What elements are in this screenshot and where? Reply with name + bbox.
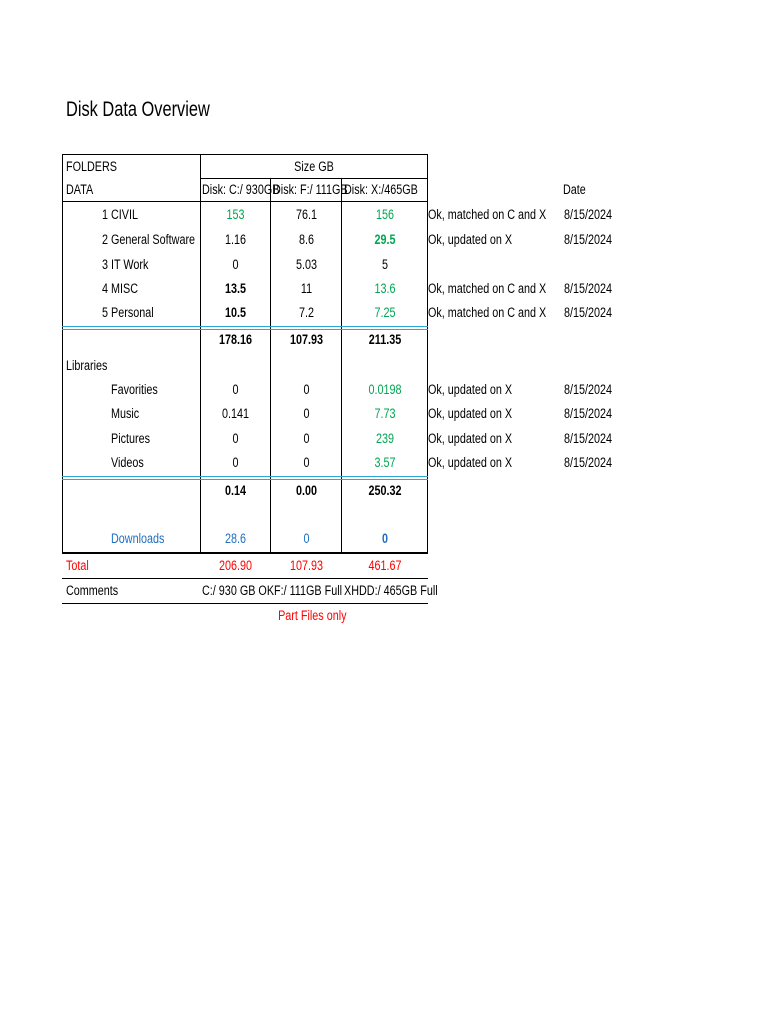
cell-x: 0.0198	[368, 382, 402, 397]
cell-f: 0	[303, 455, 310, 470]
row-date: 8/15/2024	[564, 207, 613, 222]
row-label: Pictures	[111, 431, 151, 446]
disk-f-header: Disk: F:/ 111GB	[273, 182, 348, 197]
cell-c: 10.5	[224, 305, 247, 320]
cell-x: 5	[381, 257, 388, 272]
row-date: 8/15/2024	[564, 281, 613, 296]
row-label: 5 Personal	[102, 305, 154, 320]
downloads-label: Downloads	[111, 531, 165, 546]
total-label: Total	[66, 558, 89, 573]
downloads-f: 0	[303, 531, 310, 546]
cell-c: 0	[232, 382, 239, 397]
library-total-separator	[62, 476, 428, 477]
cell-c: 153	[226, 207, 245, 222]
cell-c: 0	[232, 257, 239, 272]
library-total-f: 0.00	[295, 483, 318, 498]
row-label: Videos	[111, 455, 144, 470]
row-date: 8/15/2024	[564, 305, 613, 320]
row-note: Ok, updated on X	[428, 232, 513, 247]
col-divider-c	[200, 154, 201, 554]
comments-bottom-border	[62, 603, 428, 604]
downloads-c: 28.6	[224, 531, 247, 546]
cell-x: 29.5	[374, 232, 396, 247]
cell-c: 0	[232, 431, 239, 446]
comments-f: F:/ 111GB Full	[274, 583, 343, 598]
data-header: DATA	[66, 182, 94, 197]
header-bottom-border	[62, 201, 428, 202]
total-x: 461.67	[368, 558, 402, 573]
table-top-border	[62, 154, 428, 155]
folders-header: FOLDERS	[66, 159, 118, 174]
total-top-border	[62, 552, 428, 554]
cell-x: 7.25	[374, 305, 396, 320]
row-label: 3 IT Work	[102, 257, 149, 272]
row-date: 8/15/2024	[564, 232, 613, 247]
row-note: Ok, updated on X	[428, 431, 513, 446]
cell-f: 8.6	[298, 232, 315, 247]
cell-c: 13.5	[224, 281, 247, 296]
cell-f: 7.2	[298, 305, 315, 320]
cell-f: 76.1	[295, 207, 318, 222]
disk-c-header: Disk: C:/ 930GB	[202, 182, 280, 197]
cell-x: 156	[375, 207, 395, 222]
downloads-x: 0	[381, 531, 388, 546]
row-label: 4 MISC	[102, 281, 139, 296]
data-total-separator-2	[62, 329, 428, 330]
row-date: 8/15/2024	[564, 431, 613, 446]
data-total-c: 178.16	[218, 332, 253, 347]
total-f: 107.93	[289, 558, 324, 573]
cell-c: 0.141	[221, 406, 250, 421]
cell-x: 7.73	[374, 406, 396, 421]
row-label: Music	[111, 406, 140, 421]
comments-label: Comments	[66, 583, 119, 598]
row-date: 8/15/2024	[564, 382, 613, 397]
row-label: 1 CIVIL	[102, 207, 139, 222]
row-label: Favorities	[111, 382, 158, 397]
row-date: 8/15/2024	[564, 406, 613, 421]
size-header: Size GB	[294, 159, 334, 174]
library-total-c: 0.14	[224, 483, 247, 498]
data-total-x: 211.35	[368, 332, 402, 347]
row-note: Ok, matched on C and X	[428, 305, 547, 320]
cell-f: 11	[300, 281, 313, 296]
cell-c: 0	[232, 455, 239, 470]
disk-x-header: Disk: X:/465GB	[344, 182, 418, 197]
row-note: Ok, matched on C and X	[428, 207, 547, 222]
row-note: Ok, matched on C and X	[428, 281, 547, 296]
library-total-separator-2	[62, 479, 428, 480]
comments-c: C:/ 930 GB OK	[202, 583, 275, 598]
row-note: Ok, updated on X	[428, 406, 513, 421]
footnote: Part Files only	[278, 608, 347, 623]
comments-top-border	[62, 578, 428, 579]
row-date: 8/15/2024	[564, 455, 613, 470]
cell-f: 5.03	[295, 257, 318, 272]
row-label: 2 General Software	[102, 232, 196, 247]
cell-f: 0	[303, 431, 310, 446]
cell-f: 0	[303, 382, 310, 397]
cell-x: 239	[375, 431, 395, 446]
comments-x: XHDD:/ 465GB Full	[344, 583, 438, 598]
row-note: Ok, updated on X	[428, 382, 513, 397]
page-title: Disk Data Overview	[66, 98, 210, 121]
library-total-x: 250.32	[368, 483, 402, 498]
data-total-separator	[62, 326, 428, 327]
header-divider	[200, 178, 428, 179]
data-total-f: 107.93	[289, 332, 324, 347]
table-left-border	[62, 154, 63, 554]
total-c: 206.90	[218, 558, 253, 573]
row-note: Ok, updated on X	[428, 455, 513, 470]
libraries-header: Libraries	[66, 358, 108, 373]
col-divider-f	[270, 178, 271, 554]
col-divider-x	[341, 178, 342, 554]
cell-f: 0	[303, 406, 310, 421]
cell-c: 1.16	[224, 232, 247, 247]
cell-x: 13.6	[374, 281, 396, 296]
cell-x: 3.57	[374, 455, 396, 470]
date-header: Date	[563, 182, 586, 197]
